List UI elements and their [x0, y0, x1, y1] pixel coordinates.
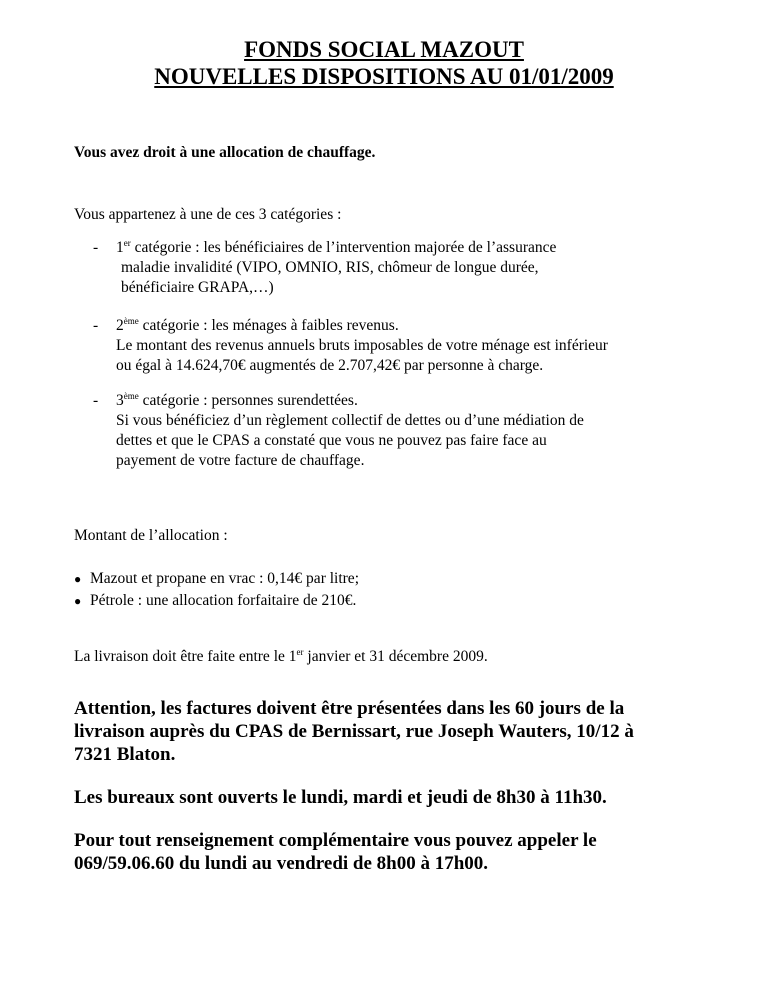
bullet-icon: ●	[74, 572, 82, 586]
attention-line-3: 7321 Blaton.	[74, 744, 176, 765]
attention-notice	[74, 697, 714, 766]
title-line-2: NOUVELLES DISPOSITIONS AU 01/01/2009	[154, 64, 614, 89]
title-line-1: FONDS SOCIAL MAZOUT	[244, 37, 524, 62]
category-3-line-3: dettes et que le CPAS a constaté que vous ne pouvez pas faire face au	[116, 432, 547, 449]
office-hours: Les bureaux sont ouverts le lundi, mardi et jeudi de 8h30 à 11h30.	[74, 787, 607, 808]
category-1-sup: er	[123, 237, 131, 248]
category-2-line-3: ou égal à 14.624,70€ augmentés de 2.707,42€ par personne à charge.	[116, 357, 544, 374]
delivery-text	[74, 647, 488, 667]
bullet-icon: ●	[74, 594, 82, 608]
delivery-after: janvier et 31 décembre 2009.	[303, 648, 488, 665]
category-3-num: 3	[116, 392, 124, 409]
category-1-line-1: catégorie : les bénéficiaires de l’intervention majorée de l’assurance	[130, 239, 557, 256]
amount-item-1-text: Mazout et propane en vrac : 0,14€ par litre;	[90, 570, 359, 587]
categories-intro: Vous appartenez à une de ces 3 catégories :	[74, 206, 342, 223]
category-2-line-2: Le montant des revenus annuels bruts imposables de votre ménage est inférieur	[116, 337, 608, 354]
amount-item-2	[74, 590, 356, 612]
contact-line-1: Pour tout renseignement complémentaire vous pouvez appeler le	[74, 830, 597, 851]
category-3-dash: -	[93, 392, 99, 409]
intro-text: Vous avez droit à une allocation de chauffage.	[74, 144, 376, 161]
amount-intro: Montant de l’allocation :	[74, 527, 228, 544]
delivery-sup: er	[296, 646, 304, 657]
category-3-line-4: payement de votre facture de chauffage.	[116, 452, 365, 469]
attention-line-2: livraison auprès du CPAS de Bernissart, rue Joseph Wauters, 10/12 à	[74, 721, 634, 742]
attention-line-1: Attention, les factures doivent être présentées dans les 60 jours de la	[74, 698, 625, 719]
category-1-dash: -	[93, 239, 99, 256]
category-2-line-1: catégorie : les ménages à faibles revenus.	[138, 317, 399, 334]
category-2	[116, 316, 716, 376]
category-3-sup: ème	[123, 390, 139, 401]
amount-item-2-text: Pétrole : une allocation forfaitaire de 210€.	[90, 592, 357, 609]
category-1-line-2: maladie invalidité (VIPO, OMNIO, RIS, chômeur de longue durée,	[121, 259, 539, 276]
amount-item-1	[74, 568, 359, 590]
category-1	[116, 238, 716, 298]
delivery-before: La livraison doit être faite entre le 1	[74, 648, 297, 665]
category-3	[116, 391, 716, 471]
category-1-num: 1	[116, 239, 124, 256]
contact-line-2: 069/59.06.60 du lundi au vendredi de 8h00 à 17h00.	[74, 853, 489, 874]
category-3-line-2: Si vous bénéficiez d’un règlement collectif de dettes ou d’une médiation de	[116, 412, 584, 429]
category-2-sup: ème	[123, 315, 139, 326]
category-2-dash: -	[93, 317, 99, 334]
contact-info	[74, 829, 714, 875]
category-1-line-3: bénéficiaire GRAPA,…)	[121, 279, 274, 296]
category-2-num: 2	[116, 317, 124, 334]
category-3-line-1: catégorie : personnes surendettées.	[138, 392, 358, 409]
